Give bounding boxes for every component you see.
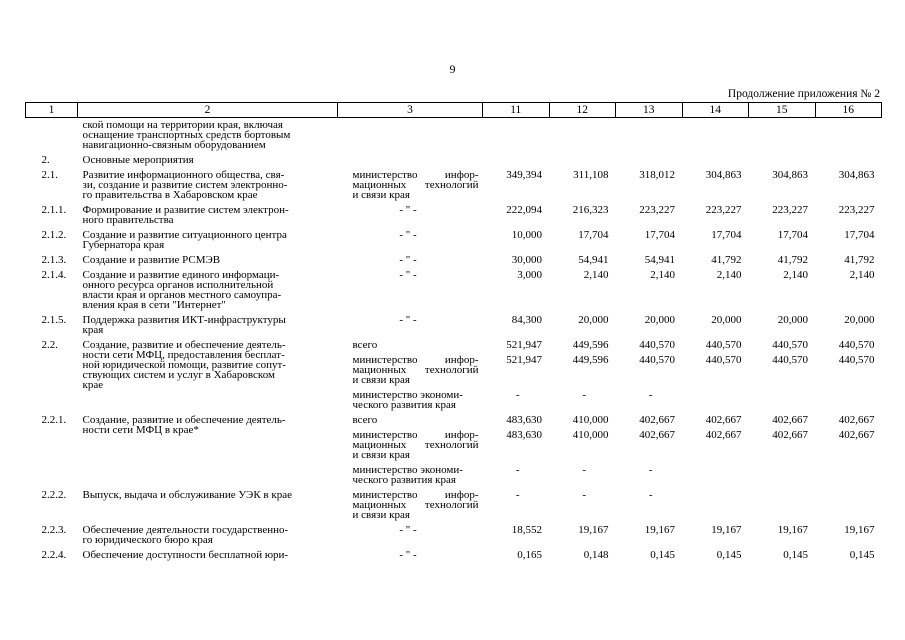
table-row bbox=[26, 268, 882, 313]
column-header: 14 bbox=[682, 103, 749, 118]
table-cell-executor bbox=[338, 428, 483, 463]
table-cell-value: 521,947 bbox=[506, 354, 542, 366]
text-line: Губернатора края bbox=[82, 239, 165, 251]
table-cell-value: 402,667 bbox=[838, 429, 875, 441]
column-header: 11 bbox=[483, 103, 550, 118]
text-line: Развитие информационного общества, свя- bbox=[82, 169, 285, 181]
text-line: Создание и развитие единого информаци- bbox=[82, 269, 280, 281]
table-cell-value: 10,000 bbox=[511, 229, 542, 241]
table-cell-executor bbox=[338, 268, 483, 313]
table-cell-value: 311,108 bbox=[573, 169, 609, 181]
text-line: Создание, развитие и обеспечение деятель- bbox=[82, 339, 286, 351]
table-cell-value: 19,167 bbox=[644, 524, 675, 536]
text-line: навигационно-связным оборудованием bbox=[82, 139, 266, 151]
table-cell-value: 402,667 bbox=[838, 414, 875, 426]
table-cell-number: 2.2. bbox=[41, 339, 58, 351]
table-cell-executor bbox=[338, 488, 483, 523]
text-line: Поддержка развития ИКТ-инфраструктуры bbox=[82, 314, 286, 326]
table-cell-value: 216,323 bbox=[572, 204, 609, 216]
table-cell-value: 0,165 bbox=[517, 549, 542, 561]
table-cell-number: 2. bbox=[41, 154, 50, 166]
table-cell-value bbox=[616, 118, 683, 154]
text-line: - " - bbox=[399, 524, 417, 536]
table-cell-name bbox=[78, 153, 338, 168]
table-cell-value: 410,000 bbox=[572, 414, 609, 426]
text-line: края bbox=[82, 324, 104, 336]
table-cell-value: - bbox=[515, 389, 520, 401]
column-header: 16 bbox=[815, 103, 882, 118]
table-cell-value: 19,167 bbox=[711, 524, 742, 536]
table-cell-value bbox=[483, 118, 550, 154]
table-cell-name bbox=[78, 313, 338, 338]
table-cell-value: - bbox=[515, 489, 520, 501]
table-cell-executor bbox=[338, 118, 483, 154]
table-cell-executor bbox=[338, 253, 483, 268]
table-cell-value: 440,570 bbox=[838, 339, 875, 351]
text-line: министерство инфор- bbox=[352, 354, 479, 366]
table-cell-executor bbox=[338, 548, 483, 563]
text-line: и связи края bbox=[352, 509, 410, 521]
table-cell-number: 2.1.3. bbox=[41, 254, 67, 266]
text-line: Формирование и развитие систем электрон- bbox=[82, 204, 289, 216]
table-cell-value: 17,704 bbox=[578, 229, 609, 241]
text-line: министерство инфор- bbox=[352, 169, 479, 181]
text-line: ствующих систем и услуг в Хабаровском bbox=[82, 369, 275, 381]
table-cell-value bbox=[815, 463, 882, 488]
table-header-row bbox=[26, 103, 882, 118]
text-line: Обеспечение доступности бесплатной юри- bbox=[82, 549, 289, 561]
page-number: 9 bbox=[449, 62, 456, 76]
table-row bbox=[26, 153, 882, 168]
table-cell-value: 440,570 bbox=[639, 354, 675, 366]
table-cell-value: 304,863 bbox=[705, 169, 742, 181]
table-row bbox=[26, 228, 882, 253]
column-header: 2 bbox=[78, 103, 338, 118]
table-cell-name bbox=[78, 338, 338, 413]
text-line: - " - bbox=[399, 204, 417, 216]
table-cell-value: 440,570 bbox=[705, 339, 742, 351]
table-cell-executor bbox=[338, 153, 483, 168]
table-cell-value bbox=[815, 388, 882, 413]
table-cell-name bbox=[78, 548, 338, 563]
table-cell-value: 402,667 bbox=[639, 414, 675, 426]
text-line: го правительства в Хабаровском крае bbox=[82, 189, 258, 201]
table-cell-value bbox=[682, 153, 749, 168]
table-cell-executor bbox=[338, 463, 483, 488]
table-cell-value: - bbox=[582, 389, 587, 401]
table-cell-name bbox=[78, 168, 338, 203]
table-cell-value: 483,630 bbox=[506, 414, 542, 426]
text-line: министерство инфор- bbox=[352, 489, 479, 501]
table-cell-value: 222,094 bbox=[506, 204, 542, 216]
table-cell-executor bbox=[338, 523, 483, 548]
table-cell-executor bbox=[338, 353, 483, 388]
table-cell-value: 223,227 bbox=[838, 204, 875, 216]
table-cell-value: 0,145 bbox=[716, 549, 742, 561]
table-row bbox=[26, 548, 882, 563]
table-cell-value bbox=[815, 118, 882, 154]
table-cell-value: 223,227 bbox=[772, 204, 808, 216]
table-cell-value: 440,570 bbox=[705, 354, 742, 366]
text-line: го юридического бюро края bbox=[82, 534, 213, 546]
table-cell-value: 17,704 bbox=[844, 229, 875, 241]
text-line: Основные мероприятия bbox=[82, 154, 194, 166]
table-cell-value: 84,300 bbox=[511, 314, 542, 326]
table-cell-executor bbox=[338, 228, 483, 253]
text-line: мационных технологий bbox=[352, 439, 479, 451]
table-cell-value: 19,167 bbox=[777, 524, 808, 536]
text-line: вления края в сети "Интернет" bbox=[82, 299, 226, 311]
text-line: - " - bbox=[399, 549, 417, 561]
appendix-table bbox=[25, 102, 882, 563]
table-cell-name bbox=[78, 203, 338, 228]
table-cell-name bbox=[78, 253, 338, 268]
table-row bbox=[26, 313, 882, 338]
table-cell-value bbox=[682, 388, 749, 413]
text-line: министерство экономи- bbox=[352, 464, 463, 476]
text-line: всего bbox=[352, 339, 378, 351]
table-row bbox=[26, 168, 882, 203]
text-line: - " - bbox=[399, 314, 417, 326]
text-line: и связи края bbox=[352, 374, 410, 386]
text-line: ной юридической помощи, развитие сопут- bbox=[82, 359, 286, 371]
table-cell-number: 2.1.4. bbox=[41, 269, 67, 281]
table-body bbox=[26, 118, 882, 564]
table-cell-value: 449,596 bbox=[572, 354, 609, 366]
table-row bbox=[26, 488, 882, 523]
table-cell-value: 483,630 bbox=[506, 429, 542, 441]
table-cell-name bbox=[78, 118, 338, 154]
table-cell-value bbox=[682, 463, 749, 488]
table-cell-value: 54,941 bbox=[644, 254, 675, 266]
text-line: ческого развития края bbox=[352, 399, 456, 411]
text-line: министерство экономи- bbox=[352, 389, 463, 401]
table-cell-executor bbox=[338, 313, 483, 338]
table-cell-value bbox=[549, 153, 616, 168]
table-cell-value: 440,570 bbox=[639, 339, 675, 351]
table-cell-value bbox=[749, 153, 816, 168]
table-cell-value: 54,941 bbox=[578, 254, 609, 266]
text-line: крае bbox=[82, 379, 104, 391]
table-cell-value bbox=[815, 488, 882, 523]
table-cell-value bbox=[815, 153, 882, 168]
table-cell-value: 18,552 bbox=[511, 524, 542, 536]
text-line: онного ресурса органов исполнительной bbox=[82, 279, 274, 291]
table-cell-value: 17,704 bbox=[711, 229, 742, 241]
table-cell-value: 0,145 bbox=[650, 549, 675, 561]
table-cell-value: 521,947 bbox=[506, 339, 542, 351]
table-cell-value bbox=[483, 153, 550, 168]
text-line: министерство инфор- bbox=[352, 429, 479, 441]
text-line: Выпуск, выдача и обслуживание УЭК в крае bbox=[82, 489, 292, 501]
table-cell-value: 402,667 bbox=[705, 414, 742, 426]
table-cell-executor bbox=[338, 203, 483, 228]
table-cell-value: 349,394 bbox=[506, 169, 542, 181]
table-cell-value: 402,667 bbox=[772, 414, 808, 426]
table-cell-value: 304,863 bbox=[838, 169, 875, 181]
table-cell-value bbox=[682, 488, 749, 523]
table-cell-name bbox=[78, 488, 338, 523]
text-line: оснащение транспортных средств бортовым bbox=[82, 129, 291, 141]
table-cell-value: 2,140 bbox=[583, 269, 609, 281]
text-line: и связи края bbox=[352, 189, 410, 201]
table-cell-value: 2,140 bbox=[849, 269, 875, 281]
table-cell-value: 19,167 bbox=[578, 524, 609, 536]
table-cell-value: - bbox=[648, 489, 653, 501]
table-cell-value bbox=[749, 488, 816, 523]
table-cell-value bbox=[749, 388, 816, 413]
table-cell-value: 3,000 bbox=[517, 269, 542, 281]
table-cell-value: 2,140 bbox=[650, 269, 675, 281]
table-cell-value bbox=[549, 118, 616, 154]
table-cell-number: 2.2.1. bbox=[41, 414, 67, 426]
text-line: зи, создание и развитие систем электронно- bbox=[82, 179, 288, 191]
table-cell-value bbox=[616, 153, 683, 168]
text-line: власти края и органов местного самоупра- bbox=[82, 289, 282, 301]
table-row bbox=[26, 118, 882, 154]
continuation-label: Продолжение приложения № 2 bbox=[727, 88, 880, 100]
table-cell-executor bbox=[338, 168, 483, 203]
table-cell-value: 0,145 bbox=[783, 549, 808, 561]
table-cell-value: 17,704 bbox=[777, 229, 808, 241]
table-cell-value: 30,000 bbox=[511, 254, 542, 266]
table-cell-value: 2,140 bbox=[716, 269, 742, 281]
table-cell-value: 17,704 bbox=[644, 229, 675, 241]
table-cell-value bbox=[682, 118, 749, 154]
table-cell-number: 2.1. bbox=[41, 169, 58, 181]
table-cell-value: - bbox=[515, 464, 520, 476]
text-line: Создание, развитие и обеспечение деятель- bbox=[82, 414, 286, 426]
table-cell-number: 2.2.3. bbox=[41, 524, 67, 536]
column-header: 12 bbox=[549, 103, 616, 118]
text-line: ческого развития края bbox=[352, 474, 456, 486]
table-row bbox=[26, 203, 882, 228]
text-line: ного правительства bbox=[82, 214, 174, 226]
table-cell-value: 440,570 bbox=[838, 354, 875, 366]
table-cell-value: 402,667 bbox=[639, 429, 675, 441]
text-line: - " - bbox=[399, 229, 417, 241]
text-line: всего bbox=[352, 414, 378, 426]
column-header: 3 bbox=[338, 103, 483, 118]
table-row bbox=[26, 523, 882, 548]
text-line: ности сети МФЦ в крае* bbox=[82, 424, 199, 436]
table-cell-name bbox=[78, 523, 338, 548]
table-cell-value: 223,227 bbox=[639, 204, 675, 216]
text-line: Обеспечение деятельности государственно- bbox=[82, 524, 289, 536]
table-cell-name bbox=[78, 228, 338, 253]
table-cell-value: 20,000 bbox=[578, 314, 609, 326]
table-row bbox=[26, 338, 882, 353]
table-cell-value: 2,140 bbox=[783, 269, 808, 281]
text-line: ской помощи на территории края, включая bbox=[82, 119, 283, 131]
table-cell-value: 0,145 bbox=[849, 549, 875, 561]
table-cell-value: 20,000 bbox=[844, 314, 875, 326]
table-cell-number: 2.1.2. bbox=[41, 229, 67, 241]
text-line: - " - bbox=[399, 269, 417, 281]
table-cell-number: 2.2.2. bbox=[41, 489, 67, 501]
table-cell-value bbox=[749, 118, 816, 154]
table-cell-value: - bbox=[648, 389, 653, 401]
text-line: мационных технологий bbox=[352, 364, 479, 376]
table-row bbox=[26, 253, 882, 268]
table-cell-value: - bbox=[648, 464, 653, 476]
table-cell-value: 41,792 bbox=[844, 254, 875, 266]
column-header: 1 bbox=[26, 103, 78, 118]
table-cell-value: 20,000 bbox=[711, 314, 742, 326]
text-line: мационных технологий bbox=[352, 179, 479, 191]
table-cell-value: 402,667 bbox=[705, 429, 742, 441]
table-cell-value: 41,792 bbox=[711, 254, 742, 266]
text-line: Создание и развитие ситуационного центра bbox=[82, 229, 287, 241]
table-cell-value: - bbox=[582, 464, 587, 476]
text-line: - " - bbox=[399, 254, 417, 266]
table-cell-value: 19,167 bbox=[844, 524, 875, 536]
table-cell-name bbox=[78, 268, 338, 313]
column-header: 13 bbox=[616, 103, 683, 118]
table-cell-name bbox=[78, 413, 338, 488]
table-cell-value: 223,227 bbox=[705, 204, 742, 216]
table-cell-value: 318,012 bbox=[639, 169, 675, 181]
text-line: Создание и развитие РСМЭВ bbox=[82, 254, 221, 266]
table-cell-value: 0,148 bbox=[583, 549, 609, 561]
table-cell-value: 402,667 bbox=[772, 429, 808, 441]
text-line: ности сети МФЦ, предоставления бесплат- bbox=[82, 349, 285, 361]
text-line: мационных технологий bbox=[352, 499, 479, 511]
text-line: и связи края bbox=[352, 449, 410, 461]
table-cell-executor bbox=[338, 413, 483, 428]
table-cell-value: 41,792 bbox=[777, 254, 808, 266]
table-cell-number: 2.1.5. bbox=[41, 314, 67, 326]
table-cell-executor bbox=[338, 338, 483, 353]
table-cell-number: 2.2.4. bbox=[41, 549, 67, 561]
table-cell-executor bbox=[338, 388, 483, 413]
table-cell-value bbox=[749, 463, 816, 488]
table-cell-value: 304,863 bbox=[772, 169, 808, 181]
table-cell-value: 440,570 bbox=[772, 339, 808, 351]
table-cell-number bbox=[26, 118, 78, 154]
column-header: 15 bbox=[749, 103, 816, 118]
table-cell-value: 20,000 bbox=[777, 314, 808, 326]
table-cell-value: - bbox=[582, 489, 587, 501]
table-cell-value: 449,596 bbox=[572, 339, 609, 351]
table-cell-value: 440,570 bbox=[772, 354, 808, 366]
table-cell-number: 2.1.1. bbox=[41, 204, 67, 216]
table-row bbox=[26, 413, 882, 428]
table-cell-value: 20,000 bbox=[644, 314, 675, 326]
table-cell-value: 410,000 bbox=[572, 429, 609, 441]
